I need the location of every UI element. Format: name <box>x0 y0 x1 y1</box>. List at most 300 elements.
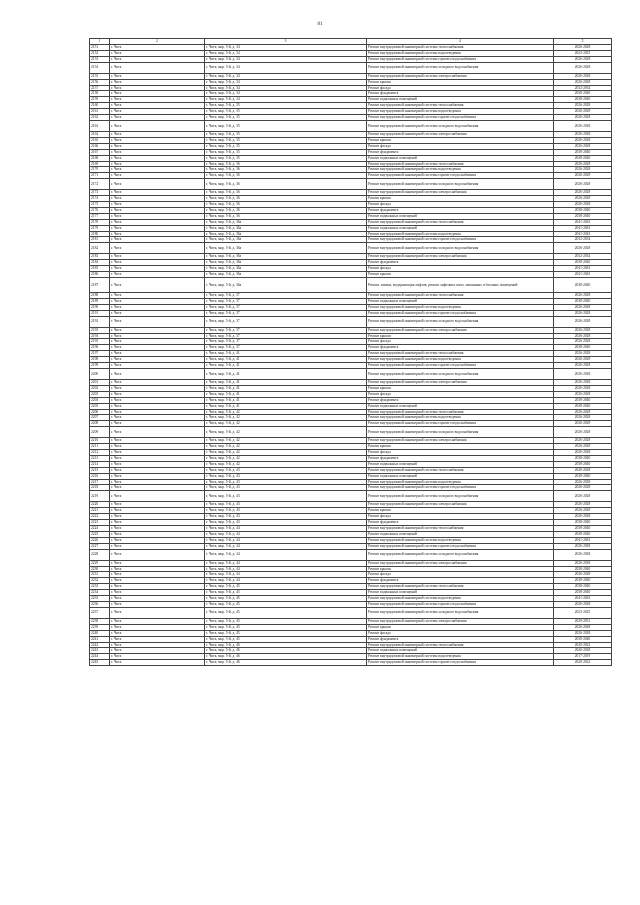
row-number-cell: 2167 <box>90 149 110 155</box>
row-number-cell: 2164 <box>90 131 110 137</box>
address-cell: г. Чита, мкр. 5-й, д. 35 <box>205 120 367 131</box>
period-cell: 2026-2028 <box>554 115 612 121</box>
period-cell: 2038-2040 <box>554 403 612 409</box>
period-cell: 2038-2040 <box>554 207 612 213</box>
period-cell: 2029-2031 <box>554 618 612 624</box>
row-number-cell: 2236 <box>90 601 110 607</box>
row-number-cell: 2224 <box>90 526 110 532</box>
address-cell: г. Чита, мкр. 5-й, д. 44 <box>205 537 367 543</box>
work-type-cell: Ремонт подвальных помещений <box>367 461 554 467</box>
table-row <box>90 549 612 560</box>
locality-cell: г. Чита <box>110 219 205 225</box>
locality-cell: г. Чита <box>110 601 205 607</box>
locality-cell: г. Чита <box>110 278 205 293</box>
work-type-cell: Ремонт фасада <box>367 339 554 345</box>
period-cell: 2026-2028 <box>554 351 612 357</box>
period-cell: 2026-2028 <box>554 385 612 391</box>
address-cell: г. Чита, мкр. 5-й, д. 44 <box>205 572 367 578</box>
row-number-cell: 2197 <box>90 351 110 357</box>
row-number-cell: 2193 <box>90 327 110 333</box>
period-cell: 2038-2040 <box>554 520 612 526</box>
work-type-cell: Ремонт фасада <box>367 572 554 578</box>
period-cell: 2032-2034 <box>554 237 612 243</box>
row-number-cell: 2190 <box>90 304 110 310</box>
row-number-cell: 2173 <box>90 190 110 196</box>
locality-cell: г. Чита <box>110 293 205 299</box>
period-cell: 2026-2028 <box>554 630 612 636</box>
work-type-cell: Ремонт фундамента <box>367 345 554 351</box>
row-number-cell: 2188 <box>90 293 110 299</box>
period-cell: 2026-2028 <box>554 196 612 202</box>
work-type-cell: Ремонт внутридомовой инженерной системы теплоснабжения <box>367 219 554 225</box>
locality-cell: г. Чита <box>110 161 205 167</box>
period-cell: 2038-2040 <box>554 526 612 532</box>
period-cell: 2026-2028 <box>554 572 612 578</box>
address-cell: г. Чита, мкр. 5-й, д. 45 <box>205 584 367 590</box>
work-type-cell: Ремонт внутридомовой инженерной системы холодного водоснабжения <box>367 179 554 190</box>
locality-cell: г. Чита <box>110 120 205 131</box>
period-cell: 2038-2040 <box>554 397 612 403</box>
locality-cell: г. Чита <box>110 225 205 231</box>
address-cell: г. Чита, мкр. 5-й, д. 42 <box>205 461 367 467</box>
work-type-cell: Ремонт внутридомовой инженерной системы водоотведения <box>367 479 554 485</box>
table-row <box>90 179 612 190</box>
period-cell: 2041-2043 <box>554 272 612 278</box>
work-type-cell: Ремонт внутридомовой инженерной системы горячего водоснабжения <box>367 56 554 62</box>
locality-cell: г. Чита <box>110 409 205 415</box>
work-type-cell: Ремонт фундамента <box>367 397 554 403</box>
period-cell: 2026-2028 <box>554 333 612 339</box>
locality-cell: г. Чита <box>110 537 205 543</box>
period-cell: 2032-2034 <box>554 85 612 91</box>
period-cell: 2038-2040 <box>554 455 612 461</box>
locality-cell: г. Чита <box>110 266 205 272</box>
locality-cell: г. Чита <box>110 415 205 421</box>
locality-cell: г. Чита <box>110 179 205 190</box>
table-row <box>90 427 612 438</box>
address-cell: г. Чита, мкр. 5-й, д. 44 <box>205 578 367 584</box>
work-type-cell: Ремонт внутридомовой инженерной системы водоотведения <box>367 109 554 115</box>
locality-cell: г. Чита <box>110 479 205 485</box>
row-number-cell: 2244 <box>90 654 110 660</box>
row-number-cell: 2196 <box>90 345 110 351</box>
row-number-cell: 2184 <box>90 260 110 266</box>
locality-cell: г. Чита <box>110 391 205 397</box>
period-cell: 2038-2040 <box>554 298 612 304</box>
row-number-cell: 2153 <box>90 56 110 62</box>
row-number-cell: 2195 <box>90 339 110 345</box>
address-cell: г. Чита, мкр. 5-й, д. 44 <box>205 526 367 532</box>
period-cell: 2038-2040 <box>554 345 612 351</box>
locality-cell: г. Чита <box>110 173 205 179</box>
work-type-cell: Ремонт внутридомовой инженерной системы электроснабжения <box>367 438 554 444</box>
row-number-cell: 2238 <box>90 618 110 624</box>
row-number-cell: 2210 <box>90 438 110 444</box>
address-cell: г. Чита, мкр. 5-й, д. 34 <box>205 45 367 51</box>
address-cell: г. Чита, мкр. 5-й, д. 34 <box>205 50 367 56</box>
address-cell: г. Чита, мкр. 5-й, д. 45 <box>205 607 367 618</box>
work-type-cell: Ремонт внутридомовой инженерной системы водоотведения <box>367 654 554 660</box>
work-type-cell: Ремонт внутридомовой инженерной системы водоотведения <box>367 304 554 310</box>
period-cell: 2026-2028 <box>554 467 612 473</box>
locality-cell: г. Чита <box>110 304 205 310</box>
locality-cell: г. Чита <box>110 97 205 103</box>
locality-cell: г. Чита <box>110 502 205 508</box>
work-type-cell: Ремонт внутридомовой инженерной системы горячего водоснабжения <box>367 115 554 121</box>
work-type-cell: Ремонт внутридомовой инженерной системы холодного водоснабжения <box>367 491 554 502</box>
locality-cell: г. Чита <box>110 520 205 526</box>
work-type-cell: Ремонт внутридомовой инженерной системы электроснабжения <box>367 73 554 79</box>
row-number-cell: 2211 <box>90 444 110 450</box>
locality-cell: г. Чита <box>110 310 205 316</box>
period-cell: 2026-2028 <box>554 179 612 190</box>
period-cell: 2041-2043 <box>554 225 612 231</box>
row-number-cell: 2202 <box>90 385 110 391</box>
work-type-cell: Ремонт фундамента <box>367 260 554 266</box>
period-cell: 2017-2019 <box>554 654 612 660</box>
period-cell: 2026-2028 <box>554 450 612 456</box>
address-cell: г. Чита, мкр. 5-й, д. 36а <box>205 260 367 266</box>
address-cell: г. Чита, мкр. 5-й, д. 43 <box>205 514 367 520</box>
row-number-cell: 2212 <box>90 450 110 456</box>
work-type-cell: Ремонт подвальных помещений <box>367 590 554 596</box>
address-cell: г. Чита, мкр. 5-й, д. 45 <box>205 596 367 602</box>
address-cell: г. Чита, мкр. 5-й, д. 35 <box>205 109 367 115</box>
row-number-cell: 2156 <box>90 79 110 85</box>
row-number-cell: 2223 <box>90 520 110 526</box>
period-cell: 2026-2028 <box>554 648 612 654</box>
work-type-cell: Ремонт фундамента <box>367 455 554 461</box>
address-cell: г. Чита, мкр. 5-й, д. 37 <box>205 298 367 304</box>
work-type-cell: Ремонт внутридомовой инженерной системы водоотведения <box>367 167 554 173</box>
work-type-cell: Ремонт подвальных помещений <box>367 298 554 304</box>
address-cell: г. Чита, мкр. 5-й, д. 36 <box>205 207 367 213</box>
period-cell: 2038-2040 <box>554 473 612 479</box>
row-number-cell: 2217 <box>90 479 110 485</box>
work-type-cell: Ремонт внутридомовой инженерной системы холодного водоснабжения <box>367 120 554 131</box>
work-type-cell: Ремонт крыши <box>367 79 554 85</box>
locality-cell: г. Чита <box>110 508 205 514</box>
row-number-cell: 2187 <box>90 278 110 293</box>
address-cell: г. Чита, мкр. 5-й, д. 41 <box>205 403 367 409</box>
period-cell: 2041-2043 <box>554 537 612 543</box>
work-type-cell: Ремонт внутридомовой инженерной системы теплоснабжения <box>367 161 554 167</box>
row-number-cell: 2178 <box>90 219 110 225</box>
table-row <box>90 120 612 131</box>
table-row <box>90 368 612 379</box>
locality-cell: г. Чита <box>110 526 205 532</box>
row-number-cell: 2170 <box>90 167 110 173</box>
locality-cell: г. Чита <box>110 109 205 115</box>
address-cell: г. Чита, мкр. 5-й, д. 41 <box>205 363 367 369</box>
address-cell: г. Чита, мкр. 5-й, д. 42 <box>205 427 367 438</box>
table-body <box>90 45 612 666</box>
work-type-cell: Ремонт внутридомовой инженерной системы теплоснабжения <box>367 409 554 415</box>
address-cell: г. Чита, мкр. 5-й, д. 45 <box>205 601 367 607</box>
period-cell: 2026-2028 <box>554 131 612 137</box>
work-type-cell: Ремонт фасада <box>367 85 554 91</box>
work-type-cell: Ремонт внутридомовой инженерной системы горячего водоснабжения <box>367 601 554 607</box>
row-number-cell: 2242 <box>90 642 110 648</box>
address-cell: г. Чита, мкр. 5-й, д. 45 <box>205 618 367 624</box>
work-type-cell: Ремонт внутридомовой инженерной системы теплоснабжения <box>367 642 554 648</box>
locality-cell: г. Чита <box>110 137 205 143</box>
address-cell: г. Чита, мкр. 5-й, д. 35 <box>205 143 367 149</box>
row-number-cell: 2218 <box>90 485 110 491</box>
row-number-cell: 2222 <box>90 514 110 520</box>
row-number-cell: 2206 <box>90 409 110 415</box>
row-number-cell: 2176 <box>90 207 110 213</box>
period-cell: 2026-2028 <box>554 190 612 196</box>
address-cell: г. Чита, мкр. 5-й, д. 36а <box>205 237 367 243</box>
period-cell: 2038-2040 <box>554 461 612 467</box>
locality-cell: г. Чита <box>110 467 205 473</box>
locality-cell: г. Чита <box>110 607 205 618</box>
locality-cell: г. Чита <box>110 397 205 403</box>
locality-cell: г. Чита <box>110 624 205 630</box>
row-number-cell: 2162 <box>90 115 110 121</box>
locality-cell: г. Чита <box>110 115 205 121</box>
row-number-cell: 2240 <box>90 630 110 636</box>
period-cell: 2023-2025 <box>554 50 612 56</box>
row-number-cell: 2169 <box>90 161 110 167</box>
work-type-cell: Ремонт крыши <box>367 196 554 202</box>
work-type-cell: Ремонт подвальных помещений <box>367 155 554 161</box>
row-number-cell: 2216 <box>90 473 110 479</box>
table-row <box>90 243 612 254</box>
period-cell: 2023-2025 <box>554 607 612 618</box>
work-type-cell: Ремонт внутридомовой инженерной системы теплоснабжения <box>367 45 554 51</box>
work-type-cell: Ремонт внутридомовой инженерной системы водоотведения <box>367 596 554 602</box>
table-row <box>90 491 612 502</box>
locality-cell: г. Чита <box>110 660 205 666</box>
work-type-cell: Ремонт подвальных помещений <box>367 97 554 103</box>
work-type-cell: Ремонт внутридомовой инженерной системы водоотведения <box>367 357 554 363</box>
address-cell: г. Чита, мкр. 5-й, д. 41 <box>205 385 367 391</box>
work-type-cell: Ремонт фундамента <box>367 578 554 584</box>
address-cell: г. Чита, мкр. 5-й, д. 37 <box>205 327 367 333</box>
period-cell: 2026-2028 <box>554 368 612 379</box>
period-cell: 2026-2028 <box>554 601 612 607</box>
address-cell: г. Чита, мкр. 5-й, д. 36 <box>205 196 367 202</box>
work-type-cell: Ремонт внутридомовой инженерной системы холодного водоснабжения <box>367 427 554 438</box>
work-type-cell: Ремонт внутридомовой инженерной системы водоотведения <box>367 415 554 421</box>
period-cell: 2038-2040 <box>554 155 612 161</box>
row-number-cell: 2209 <box>90 427 110 438</box>
row-number-cell: 2159 <box>90 97 110 103</box>
work-type-cell: Ремонт крыши <box>367 624 554 630</box>
period-cell: 2026-2028 <box>554 316 612 327</box>
work-type-cell: Ремонт подвальных помещений <box>367 648 554 654</box>
work-type-cell: Ремонт фасада <box>367 202 554 208</box>
row-number-cell: 2208 <box>90 421 110 427</box>
period-cell: 2038-2040 <box>554 213 612 219</box>
locality-cell: г. Чита <box>110 654 205 660</box>
locality-cell: г. Чита <box>110 196 205 202</box>
locality-cell: г. Чита <box>110 584 205 590</box>
row-number-cell: 2231 <box>90 572 110 578</box>
address-cell: г. Чита, мкр. 5-й, д. 43 <box>205 485 367 491</box>
work-type-cell: Ремонт фасада <box>367 450 554 456</box>
address-cell: г. Чита, мкр. 5-й, д. 36 <box>205 213 367 219</box>
locality-cell: г. Чита <box>110 357 205 363</box>
address-cell: г. Чита, мкр. 5-й, д. 43 <box>205 520 367 526</box>
period-cell: 2038-2040 <box>554 260 612 266</box>
locality-cell: г. Чита <box>110 368 205 379</box>
address-cell: г. Чита, мкр. 5-й, д. 37 <box>205 339 367 345</box>
row-number-cell: 2199 <box>90 363 110 369</box>
address-cell: г. Чита, мкр. 5-й, д. 41 <box>205 391 367 397</box>
row-number-cell: 2177 <box>90 213 110 219</box>
row-number-cell: 2227 <box>90 543 110 549</box>
address-cell: г. Чита, мкр. 5-й, д. 43 <box>205 508 367 514</box>
address-cell: г. Чита, мкр. 5-й, д. 43 <box>205 479 367 485</box>
work-type-cell: Ремонт, замена, модернизация лифтов, ремонт лифтовых шахт, машинных и блочных помещений <box>367 278 554 293</box>
locality-cell: г. Чита <box>110 345 205 351</box>
period-cell: 2041-2043 <box>554 219 612 225</box>
address-cell: г. Чита, мкр. 5-й, д. 36а <box>205 231 367 237</box>
address-cell: г. Чита, мкр. 5-й, д. 36а <box>205 219 367 225</box>
locality-cell: г. Чита <box>110 531 205 537</box>
period-cell: 2038-2040 <box>554 278 612 293</box>
work-type-cell: Ремонт фасада <box>367 266 554 272</box>
address-cell: г. Чита, мкр. 5-й, д. 36а <box>205 243 367 254</box>
row-number-cell: 2229 <box>90 560 110 566</box>
row-number-cell: 2192 <box>90 316 110 327</box>
address-cell: г. Чита, мкр. 5-й, д. 44 <box>205 543 367 549</box>
address-cell: г. Чита, мкр. 5-й, д. 34 <box>205 56 367 62</box>
address-cell: г. Чита, мкр. 5-й, д. 37 <box>205 333 367 339</box>
row-number-cell: 2152 <box>90 50 110 56</box>
period-cell: 2026-2028 <box>554 624 612 630</box>
work-type-cell: Ремонт внутридомовой инженерной системы холодного водоснабжения <box>367 316 554 327</box>
locality-cell: г. Чита <box>110 207 205 213</box>
address-cell: г. Чита, мкр. 5-й, д. 42 <box>205 409 367 415</box>
work-type-cell: Ремонт фасада <box>367 391 554 397</box>
work-type-cell: Ремонт крыши <box>367 444 554 450</box>
row-number-cell: 2215 <box>90 467 110 473</box>
work-type-cell: Ремонт внутридомовой инженерной системы электроснабжения <box>367 560 554 566</box>
period-cell: 2041-2043 <box>554 231 612 237</box>
work-type-cell: Ремонт внутридомовой инженерной системы холодного водоснабжения <box>367 62 554 73</box>
work-type-cell: Ремонт внутридомовой инженерной системы теплоснабжения <box>367 293 554 299</box>
period-cell: 2026-2028 <box>554 479 612 485</box>
period-cell: 2026-2028 <box>554 45 612 51</box>
row-number-cell: 2158 <box>90 91 110 97</box>
work-type-cell: Ремонт фасада <box>367 514 554 520</box>
address-cell: г. Чита, мкр. 5-й, д. 43 <box>205 502 367 508</box>
address-cell: г. Чита, мкр. 5-й, д. 37 <box>205 316 367 327</box>
table-row <box>90 607 612 618</box>
table-row <box>90 660 612 666</box>
period-cell: 2026-2028 <box>554 543 612 549</box>
address-cell: г. Чита, мкр. 5-й, д. 36 <box>205 202 367 208</box>
work-type-cell: Ремонт крыши <box>367 137 554 143</box>
locality-cell: г. Чита <box>110 56 205 62</box>
address-cell: г. Чита, мкр. 5-й, д. 34 <box>205 62 367 73</box>
period-cell: 2026-2028 <box>554 202 612 208</box>
row-number-cell: 2232 <box>90 578 110 584</box>
work-type-cell: Ремонт внутридомовой инженерной системы холодного водоснабжения <box>367 549 554 560</box>
address-cell: г. Чита, мкр. 5-й, д. 44 <box>205 531 367 537</box>
row-number-cell: 2194 <box>90 333 110 339</box>
work-type-cell: Ремонт крыши <box>367 385 554 391</box>
row-number-cell: 2185 <box>90 266 110 272</box>
row-number-cell: 2186 <box>90 272 110 278</box>
period-cell: 2026-2028 <box>554 109 612 115</box>
work-type-cell: Ремонт внутридомовой инженерной системы электроснабжения <box>367 327 554 333</box>
address-cell: г. Чита, мкр. 5-й, д. 36а <box>205 266 367 272</box>
address-cell: г. Чита, мкр. 5-й, д. 35 <box>205 149 367 155</box>
period-cell: 2026-2028 <box>554 161 612 167</box>
address-cell: г. Чита, мкр. 5-й, д. 36а <box>205 278 367 293</box>
period-cell: 2041-2043 <box>554 266 612 272</box>
address-cell: г. Чита, мкр. 5-й, д. 36а <box>205 272 367 278</box>
period-cell: 2026-2028 <box>554 427 612 438</box>
address-cell: г. Чита, мкр. 5-й, д. 46 <box>205 648 367 654</box>
period-cell: 2038-2040 <box>554 590 612 596</box>
row-number-cell: 2172 <box>90 179 110 190</box>
address-cell: г. Чита, мкр. 5-й, д. 44 <box>205 560 367 566</box>
locality-cell: г. Чита <box>110 648 205 654</box>
work-type-cell: Ремонт внутридомовой инженерной системы водоотведения <box>367 50 554 56</box>
period-cell: 2026-2028 <box>554 304 612 310</box>
locality-cell: г. Чита <box>110 231 205 237</box>
address-cell: г. Чита, мкр. 5-й, д. 42 <box>205 438 367 444</box>
period-cell: 2026-2028 <box>554 508 612 514</box>
header-col-2: 2 <box>110 39 205 45</box>
period-cell: 2026-2028 <box>554 363 612 369</box>
period-cell: 2026-2028 <box>554 415 612 421</box>
locality-cell: г. Чита <box>110 73 205 79</box>
row-number-cell: 2234 <box>90 590 110 596</box>
address-cell: г. Чита, мкр. 5-й, д. 46 <box>205 642 367 648</box>
address-cell: г. Чита, мкр. 5-й, д. 44 <box>205 549 367 560</box>
address-cell: г. Чита, мкр. 5-й, д. 35 <box>205 131 367 137</box>
work-type-cell: Ремонт подвальных помещений <box>367 473 554 479</box>
address-cell: г. Чита, мкр. 5-й, д. 36 <box>205 161 367 167</box>
locality-cell: г. Чита <box>110 450 205 456</box>
row-number-cell: 2179 <box>90 225 110 231</box>
period-cell: 2026-2028 <box>554 491 612 502</box>
period-cell: 2026-2028 <box>554 485 612 491</box>
locality-cell: г. Чита <box>110 79 205 85</box>
work-type-cell: Ремонт фасада <box>367 143 554 149</box>
locality-cell: г. Чита <box>110 260 205 266</box>
period-cell: 2026-2028 <box>554 243 612 254</box>
locality-cell: г. Чита <box>110 438 205 444</box>
row-number-cell: 2183 <box>90 254 110 260</box>
address-cell: г. Чита, мкр. 5-й, д. 41 <box>205 379 367 385</box>
locality-cell: г. Чита <box>110 202 205 208</box>
period-cell: 2038-2040 <box>554 531 612 537</box>
row-number-cell: 2182 <box>90 243 110 254</box>
address-cell: г. Чита, мкр. 5-й, д. 34 <box>205 79 367 85</box>
work-type-cell: Ремонт фундамента <box>367 636 554 642</box>
period-cell: 2026-2028 <box>554 79 612 85</box>
period-cell: 2026-2028 <box>554 310 612 316</box>
address-cell: г. Чита, мкр. 5-й, д. 42 <box>205 444 367 450</box>
address-cell: г. Чита, мкр. 5-й, д. 45 <box>205 636 367 642</box>
locality-cell: г. Чита <box>110 455 205 461</box>
work-type-cell: Ремонт подвальных помещений <box>367 213 554 219</box>
row-number-cell: 2201 <box>90 379 110 385</box>
period-cell: 2038-2040 <box>554 566 612 572</box>
period-cell: 2038-2040 <box>554 584 612 590</box>
address-cell: г. Чита, мкр. 5-й, д. 34 <box>205 91 367 97</box>
row-number-cell: 2181 <box>90 237 110 243</box>
address-cell: г. Чита, мкр. 5-й, д. 37 <box>205 345 367 351</box>
